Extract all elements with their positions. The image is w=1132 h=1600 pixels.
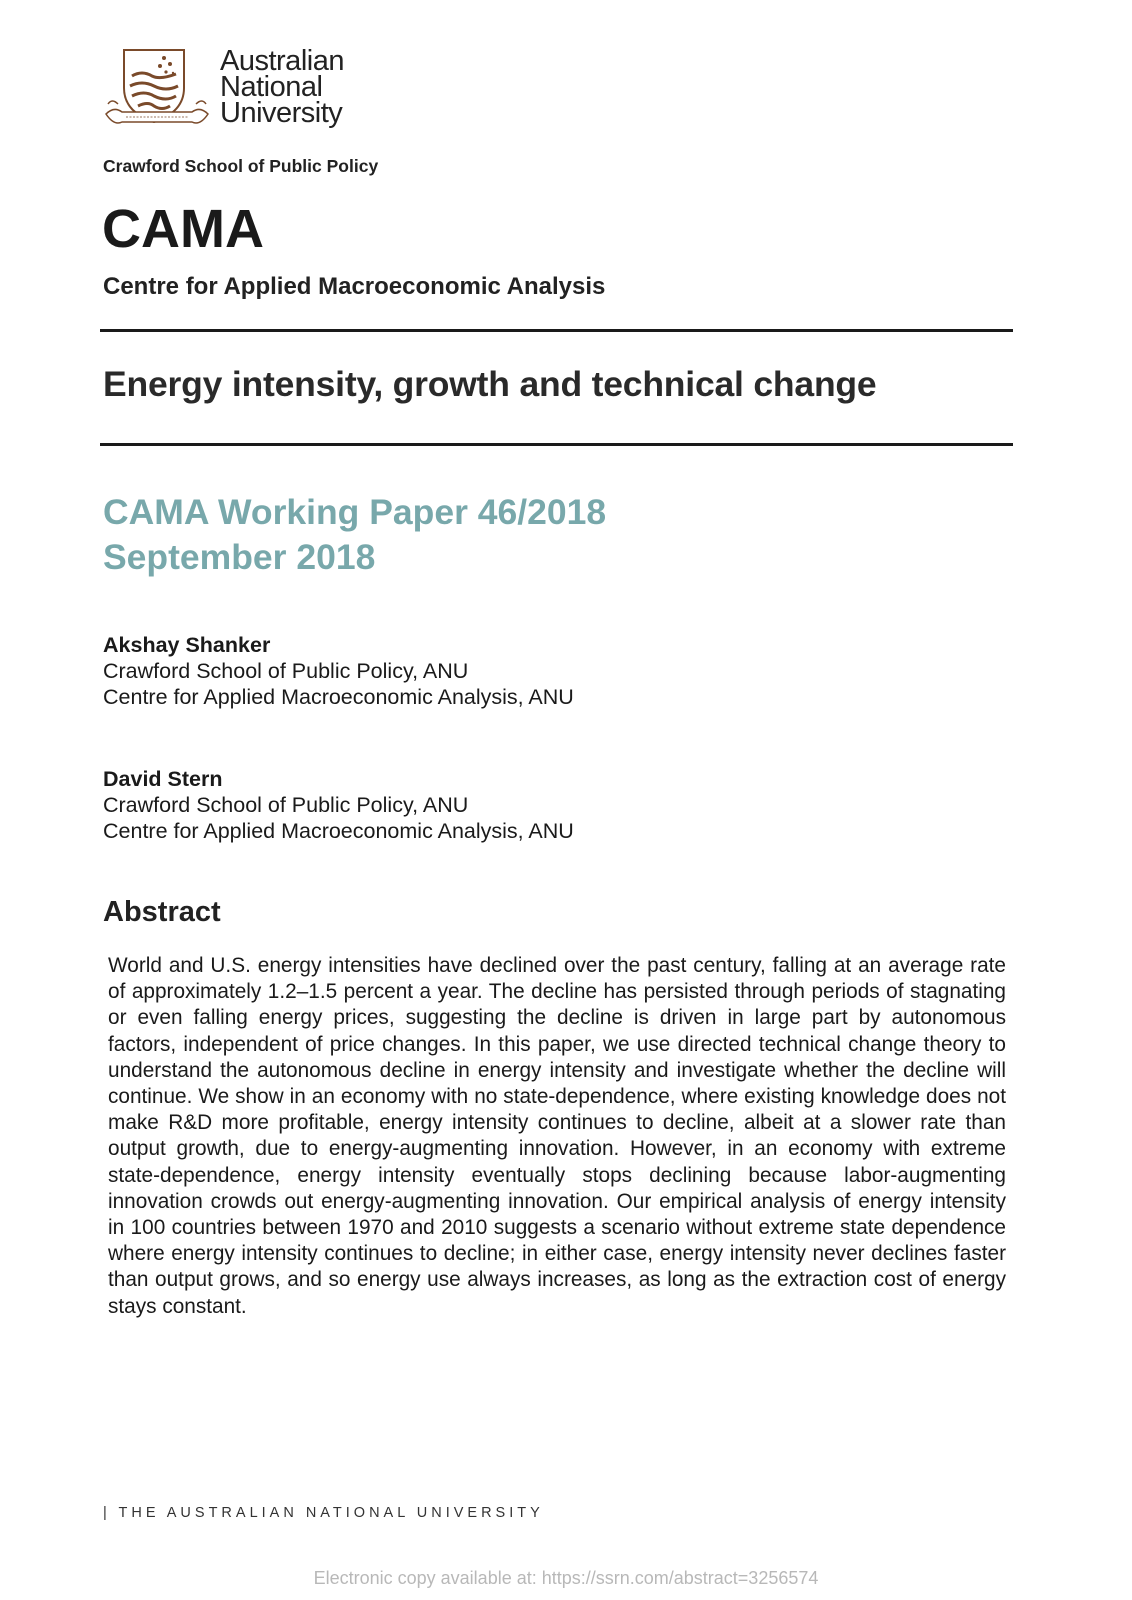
wordmark-line-2: National xyxy=(220,71,323,103)
author-affiliation: Crawford School of Public Policy, ANU xyxy=(103,659,469,683)
abstract-text: World and U.S. energy intensities have declined over the past century, falling at an average rate of approximately 1.2–1.5 percent a year. The decline has persisted through periods of stagnating or even falling energy prices, suggesting the decline is driven in large part by autonomous factors, independent of price changes. In this paper, we use directed technical change theory to understand the autonomous decline in energy intensity and investigate whether the decline will continue. We show in an economy with no state-dependence, where existing knowledge does not make R&D more profitable, energy intensity continues to decline, albeit at a slower rate than output growth, due to energy-augmenting innovation. However, in an economy with extreme state-dependence, energy intensity eventually stops declining because labor-augmenting innovation crowds out energy-augmenting innovation. Our empirical analysis of energy intensity in 100 countries between 1970 and 2010 suggests a scenario without extreme state dependence where energy intensity continues to decline; in either case, energy intensity never declines faster than output grows, and so energy use always increases, as long as the extraction cost of energy stays constant. xyxy=(108,954,1006,1318)
author-affiliation: Centre for Applied Macroeconomic Analysis, ANU xyxy=(103,819,574,843)
anu-logo xyxy=(104,46,344,134)
author-block xyxy=(103,632,574,710)
author-affiliation: Crawford School of Public Policy, ANU xyxy=(103,793,469,817)
wordmark-line-1: Australian xyxy=(220,45,344,77)
centre-acronym: CAMA xyxy=(102,199,264,259)
ssrn-notice: Electronic copy available at: https://ssrn.com/abstract=3256574 xyxy=(313,1568,819,1588)
bottom-divider xyxy=(100,443,1013,446)
university-wordmark xyxy=(220,45,344,129)
working-paper-block xyxy=(103,490,606,580)
school-name: Crawford School of Public Policy xyxy=(103,156,379,176)
publication-date: September 2018 xyxy=(103,537,376,577)
abstract-heading: Abstract xyxy=(103,896,221,928)
author-name: Akshay Shanker xyxy=(103,633,271,657)
author-affiliation: Centre for Applied Macroeconomic Analysis, ANU xyxy=(103,685,574,709)
footer-university: | THE AUSTRALIAN NATIONAL UNIVERSITY xyxy=(103,1505,544,1521)
paper-title: Energy intensity, growth and technical change xyxy=(103,364,877,404)
anu-crest-icon xyxy=(104,46,210,134)
wordmark-line-3: University xyxy=(220,97,343,129)
centre-name: Centre for Applied Macroeconomic Analysis xyxy=(103,273,606,300)
author-name: David Stern xyxy=(103,767,223,791)
author-block xyxy=(103,766,574,844)
top-divider xyxy=(100,329,1013,332)
working-paper-number: CAMA Working Paper 46/2018 xyxy=(103,492,607,532)
